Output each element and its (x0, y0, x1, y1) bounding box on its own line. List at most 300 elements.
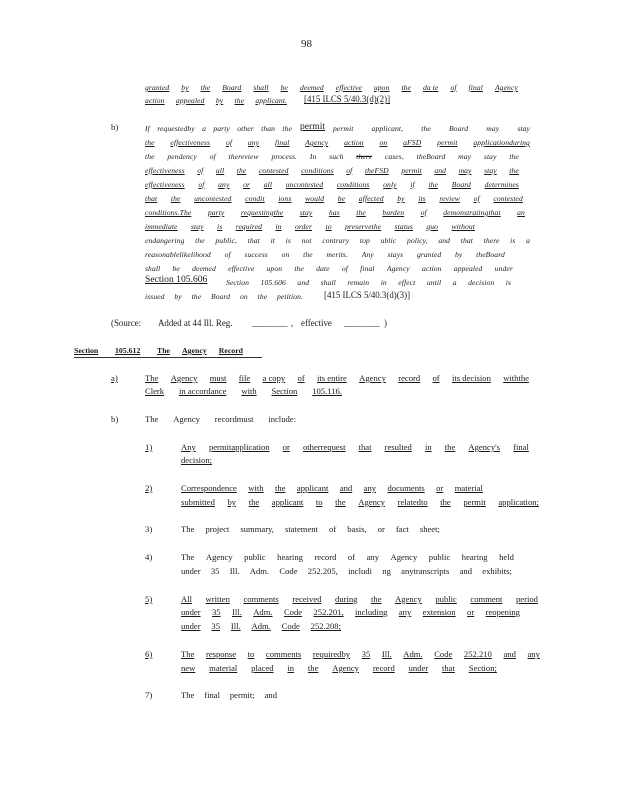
word: the (335, 497, 346, 507)
word: appealed (175, 96, 205, 105)
word: under (494, 264, 513, 273)
word: Any (181, 442, 196, 452)
word: may (458, 152, 472, 161)
para-b-line (145, 208, 525, 217)
word: action (422, 264, 442, 273)
word: statement (285, 524, 318, 534)
word: of (225, 138, 233, 147)
word: its decision (451, 373, 491, 383)
word: Correspondence (181, 483, 237, 493)
word: documents (387, 483, 425, 493)
word: effectiveness (145, 180, 185, 189)
word: reasonablelikelihood (145, 250, 211, 259)
word: applicant. (255, 96, 287, 105)
word: material (209, 663, 238, 673)
source-blank-1: ________ (252, 318, 288, 328)
para-a-line-2 (145, 386, 342, 396)
section-number: 105.612 (115, 346, 141, 355)
word: basis, (347, 524, 367, 534)
word: with (241, 386, 257, 396)
word: hearing (277, 552, 303, 562)
word: 35 (211, 607, 221, 617)
word: Ill. (381, 649, 392, 659)
item-4-line (181, 566, 512, 576)
word: on (379, 138, 388, 147)
para-b-line (145, 250, 505, 259)
word: ng (382, 566, 391, 576)
word: only (383, 180, 397, 189)
para-b-label: b) (111, 122, 119, 132)
word: by (215, 96, 224, 105)
word: by (397, 194, 405, 203)
word: would (305, 194, 325, 203)
word: uncontested (194, 194, 232, 203)
word: the (282, 124, 292, 133)
word: comment (470, 594, 503, 604)
word: ublic (380, 236, 397, 245)
word: remain (347, 278, 370, 287)
word: record (372, 663, 395, 673)
word: Agency (305, 138, 329, 147)
word: Code (281, 621, 300, 631)
word: permit (333, 124, 354, 133)
word: any (366, 552, 380, 562)
word: thereview (228, 152, 259, 161)
word: extension (422, 607, 456, 617)
source-open: (Source: (111, 318, 142, 328)
word: Code (283, 607, 303, 617)
word: or (377, 524, 385, 534)
word: record (398, 373, 421, 383)
item-6-line (181, 649, 540, 659)
para-b-line-section (226, 278, 511, 287)
word: upon (373, 83, 390, 92)
word: Agency (173, 414, 200, 424)
word: in (287, 663, 295, 673)
para-a-line-1 (145, 373, 529, 383)
word: the (274, 483, 286, 493)
word: the (371, 594, 382, 604)
word: policy, (406, 236, 428, 245)
word: the (356, 208, 366, 217)
word: that (145, 194, 158, 203)
word: Agency (390, 552, 418, 562)
word: that (460, 236, 473, 245)
word: is (510, 236, 516, 245)
word: Agency (386, 264, 410, 273)
word: under (181, 566, 201, 576)
word: top (359, 236, 370, 245)
word: a (452, 278, 457, 287)
word: be (172, 264, 180, 273)
word: on (240, 292, 248, 301)
item-1-line (181, 455, 225, 465)
word: Adm. (253, 607, 273, 617)
word: or (467, 607, 475, 617)
word: the (307, 663, 319, 673)
word: party (207, 208, 225, 217)
word: withthe (503, 373, 529, 383)
word: the (303, 250, 313, 259)
word: endangering (145, 236, 185, 245)
word: Agency (205, 552, 233, 562)
word: relatedto (397, 497, 428, 507)
word: of (329, 524, 337, 534)
word: final (275, 138, 290, 147)
word: theBoard (476, 250, 505, 259)
word: applicant (271, 497, 304, 507)
word: of (473, 194, 480, 203)
item-4-number: 4) (145, 552, 153, 562)
word: by (455, 250, 463, 259)
word: final (513, 442, 529, 452)
word: determines (484, 180, 519, 189)
word: public, (215, 236, 237, 245)
word: otherrequest (302, 442, 346, 452)
para-a-label: a) (111, 373, 118, 383)
word: the (509, 152, 519, 161)
para-b2-label: b) (111, 414, 119, 424)
word: a (526, 236, 530, 245)
word: during (335, 594, 358, 604)
word: theBoard (416, 152, 446, 161)
para-b-line (145, 236, 530, 245)
word: Adm. (249, 566, 270, 576)
word: record (314, 552, 337, 562)
word: all (263, 180, 273, 189)
word: permit (463, 497, 486, 507)
word: requiredby (312, 649, 351, 659)
word: preservethe (345, 222, 382, 231)
word: stay (517, 124, 530, 133)
word: conditions (336, 180, 370, 189)
word: the (234, 96, 245, 105)
word: permit; (229, 690, 255, 700)
word: Board (222, 83, 242, 92)
word: status (394, 222, 413, 231)
word: a (202, 124, 206, 133)
source-effective: effective (301, 318, 332, 328)
word: of (297, 373, 305, 383)
word: material (454, 483, 483, 493)
word: includi (348, 566, 372, 576)
source-comma: , (291, 318, 294, 328)
word: placed (251, 663, 274, 673)
word: period (515, 594, 538, 604)
word: of (420, 208, 427, 217)
word: such (329, 152, 344, 161)
para-b-line (145, 264, 513, 273)
word: its (418, 194, 426, 203)
word: decision; (181, 455, 213, 465)
word: there (483, 236, 500, 245)
word: the (145, 152, 155, 161)
word: success (244, 250, 268, 259)
word: granted (145, 83, 170, 92)
word: Board (451, 180, 471, 189)
word: Ill. (230, 621, 241, 631)
word: petition. (277, 292, 303, 301)
word: file (238, 373, 251, 383)
word: pendency (167, 152, 197, 161)
word: appealed (453, 264, 483, 273)
word: theFSD (364, 166, 389, 175)
item-7-line (181, 690, 277, 700)
word: aFSD (403, 138, 422, 147)
word: include: (268, 414, 296, 424)
word: contested (258, 166, 289, 175)
item-6-number: 6) (145, 649, 153, 659)
word: Section (271, 386, 298, 396)
item-5-line (181, 621, 341, 631)
word: if (410, 180, 415, 189)
word: applicant (296, 483, 329, 493)
word: the (248, 497, 260, 507)
word: to (315, 497, 323, 507)
word: public (428, 552, 451, 562)
word: under (408, 663, 429, 673)
item-1-number: 1) (145, 442, 153, 452)
word: ions (278, 194, 292, 203)
word: it (270, 236, 275, 245)
word: on (281, 250, 290, 259)
word: of (224, 250, 231, 259)
word: the (440, 497, 451, 507)
word: The (181, 524, 195, 534)
word: and (438, 236, 451, 245)
word: be (337, 194, 346, 203)
word: stay (190, 222, 204, 231)
word: effective (335, 83, 362, 92)
para-b-line (145, 194, 523, 203)
word: that (358, 442, 372, 452)
word: any (527, 649, 540, 659)
word: recordmust (214, 414, 254, 424)
word: in accordance (178, 386, 227, 396)
word: effectiveness (170, 138, 211, 147)
word: 35 (361, 649, 371, 659)
item-2-number: 2) (145, 483, 153, 493)
word: without (451, 222, 475, 231)
page-number: 98 (301, 38, 312, 50)
word: Clerk (145, 386, 165, 396)
source-blank-2: ________ (344, 318, 380, 328)
word: of (209, 152, 216, 161)
word: permit (437, 138, 458, 147)
word: quo (426, 222, 439, 231)
para-b2-intro (145, 414, 296, 424)
word: permit (401, 166, 422, 175)
word: received (292, 594, 322, 604)
word: to (325, 222, 332, 231)
word: cases, (384, 152, 404, 161)
word: process. (271, 152, 298, 161)
word: Agency (170, 373, 198, 383)
word: any (218, 180, 230, 189)
word: exhibits; (482, 566, 512, 576)
word: by (174, 292, 182, 301)
para-b-citation: [415 ILCS 5/40.3(d)(3)] (324, 290, 411, 300)
word: and (297, 278, 310, 287)
word: held (499, 552, 514, 562)
word: stay (483, 152, 497, 161)
source-added: Added at 44 Ill. Reg. (158, 318, 233, 328)
word: resulted (384, 442, 412, 452)
word: Record (218, 346, 243, 355)
word: or (436, 483, 444, 493)
word: All (181, 594, 192, 604)
word: conditions (301, 166, 334, 175)
word: to (247, 649, 255, 659)
word: of (197, 166, 204, 175)
para-b-line (145, 166, 519, 175)
word: requestingthe (240, 208, 284, 217)
word: comments (243, 594, 279, 604)
top-block-line-2 (145, 96, 287, 105)
item-5-line (181, 594, 538, 604)
word: and (459, 566, 473, 576)
word: and (434, 166, 447, 175)
word: merits. (326, 250, 348, 259)
word: the (294, 264, 304, 273)
word: The (145, 414, 159, 424)
word: may (486, 124, 500, 133)
para-b-line1-pre (145, 124, 292, 133)
word: Agency (358, 497, 385, 507)
word: project (205, 524, 230, 534)
item-4-line (181, 552, 514, 562)
para-b-line (145, 152, 519, 161)
word: the (170, 194, 181, 203)
word: uncontested (285, 180, 324, 189)
para-b-line (145, 222, 475, 231)
word: applicationduring (473, 138, 530, 147)
para-b-line (145, 138, 530, 147)
word: 105.116. (312, 386, 342, 396)
word: written (205, 594, 230, 604)
word: 105.606 (260, 278, 286, 287)
word: Code (279, 566, 298, 576)
word: deemed (192, 264, 216, 273)
word: sheet; (419, 524, 440, 534)
word: any (398, 607, 412, 617)
item-5-line (181, 607, 520, 617)
word: action (145, 96, 165, 105)
item-5-number: 5) (145, 594, 153, 604)
top-block-line-1 (145, 83, 518, 92)
item-2-line (181, 483, 483, 493)
word: shall (320, 278, 336, 287)
word: issued (145, 292, 165, 301)
para-b-permit-word: permit (300, 121, 326, 132)
word: of (450, 83, 457, 92)
word: The (181, 552, 195, 562)
word: the (191, 292, 202, 301)
word: stay (299, 208, 313, 217)
word: Agency (359, 373, 386, 383)
word: its entire (317, 373, 347, 383)
word: not (301, 236, 312, 245)
word: stays (387, 250, 404, 259)
word: any (247, 138, 260, 147)
word: 252.210 (463, 649, 492, 659)
word: of (346, 166, 353, 175)
word: by (227, 497, 237, 507)
word: with (248, 483, 264, 493)
word: condit (245, 194, 265, 203)
word: effective (228, 264, 255, 273)
word: action (344, 138, 364, 147)
word: anytranscripts (401, 566, 450, 576)
word: is (285, 236, 291, 245)
word: 252.205, (307, 566, 338, 576)
item-1-line (181, 442, 529, 452)
word: Ill. (229, 566, 240, 576)
word: affected (358, 194, 384, 203)
word: be (280, 83, 288, 92)
word: and (339, 483, 353, 493)
word: demonstratingthat (443, 208, 501, 217)
word: the (421, 124, 431, 133)
word: In (309, 152, 317, 161)
word: Section (226, 278, 250, 287)
word: fact (395, 524, 409, 534)
word: submitted (181, 497, 215, 507)
word: Any (361, 250, 374, 259)
word: including (354, 607, 388, 617)
word: in (275, 222, 282, 231)
word: is (217, 222, 223, 231)
word: summary, (240, 524, 274, 534)
item-7-number: 7) (145, 690, 153, 700)
word: The (181, 690, 195, 700)
word: shall (253, 83, 269, 92)
word: final (468, 83, 483, 92)
word: requestedby (157, 124, 195, 133)
word: Agency's (468, 442, 501, 452)
word: final (204, 690, 220, 700)
word: the (428, 180, 439, 189)
word: reopening (485, 607, 520, 617)
para-b-line (145, 180, 519, 189)
word: Board (210, 292, 231, 301)
para-b-line1-post (333, 124, 530, 133)
item-2-line (181, 497, 539, 507)
word: 35 (210, 566, 220, 576)
word: Adm. (251, 621, 271, 631)
word: If (145, 124, 150, 133)
word: the (200, 83, 211, 92)
word: of (432, 373, 440, 383)
word: The (145, 373, 159, 383)
section-title (157, 346, 243, 355)
word: Agency (494, 83, 518, 92)
word: immediate (145, 222, 178, 231)
word: review (439, 194, 460, 203)
word: the (444, 442, 456, 452)
word: da te (423, 83, 439, 92)
word: party (213, 124, 230, 133)
word: deemed (299, 83, 324, 92)
word: or (243, 180, 251, 189)
section-label: Section (74, 346, 99, 355)
word: there (356, 152, 373, 161)
word: public (435, 594, 457, 604)
word: applicant, (371, 124, 404, 133)
word: order (294, 222, 313, 231)
word: granted (416, 250, 442, 259)
source-close: ) (384, 318, 387, 328)
